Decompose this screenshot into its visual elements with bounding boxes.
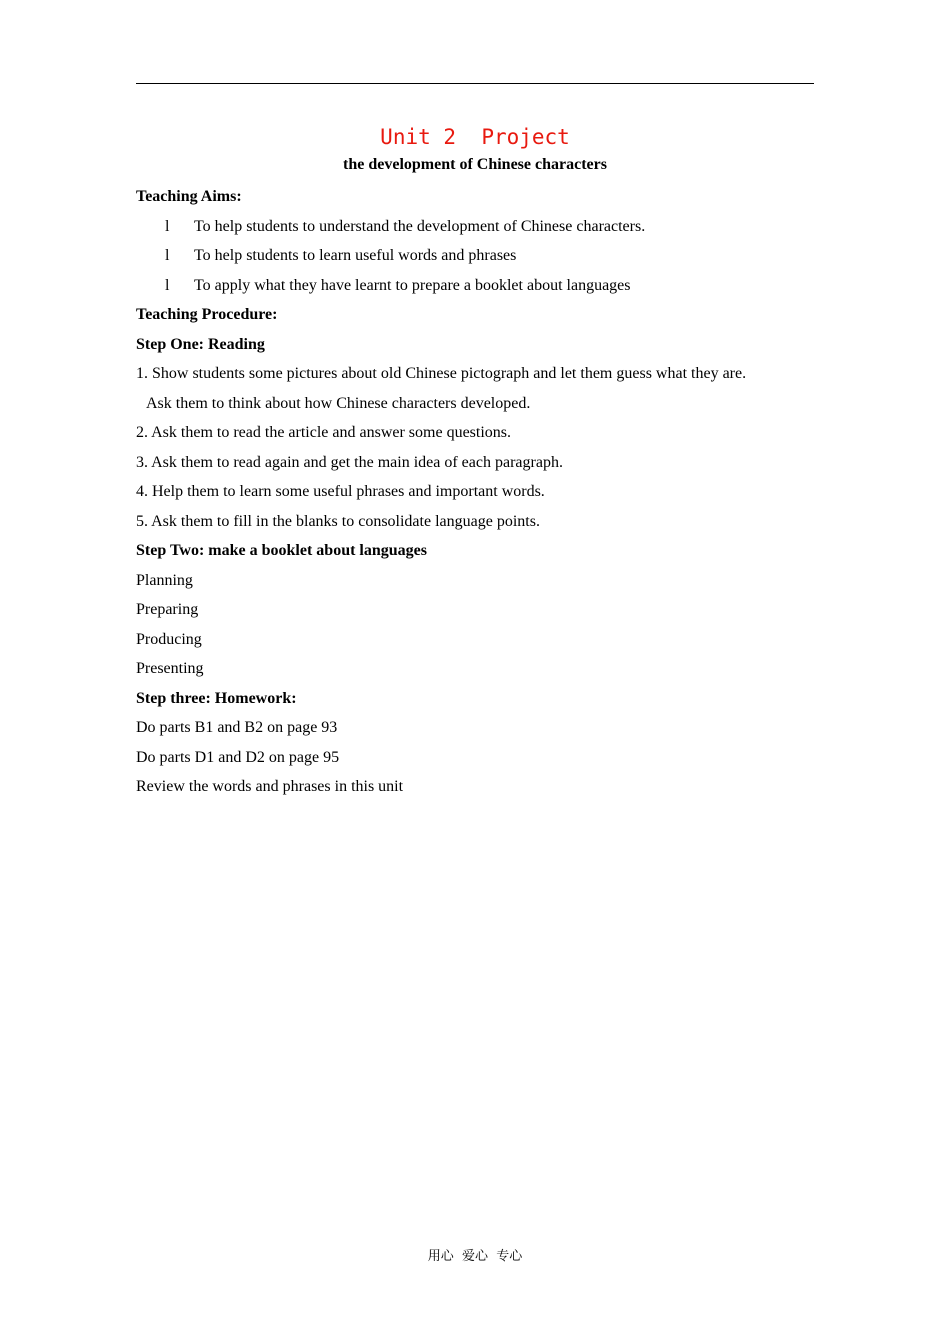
step-one-item: 1. Show students some pictures about old Chinese pictograph and let them guess what they are.	[136, 365, 747, 382]
aim-item	[136, 212, 814, 242]
document-title: Unit 2 Project	[380, 125, 570, 149]
step-two-item: Presenting	[136, 660, 204, 677]
teaching-aims-heading: Teaching Aims:	[136, 188, 242, 205]
aim-item	[136, 271, 814, 301]
step-two-item: Producing	[136, 630, 202, 648]
document-body	[136, 120, 814, 802]
step-two-heading: Step Two: make a booklet about languages	[136, 542, 427, 559]
bullet-marker: l	[165, 247, 170, 264]
bullet-marker: l	[165, 217, 170, 235]
page-footer: 用心 爱心 专心	[427, 1249, 523, 1264]
homework-item: Do parts D1 and D2 on page 95	[136, 748, 340, 766]
step-two-item: Planning	[136, 571, 193, 589]
step-three-heading: Step three: Homework:	[136, 689, 297, 707]
aim-item	[136, 241, 814, 271]
homework-item: Do parts B1 and B2 on page 93	[136, 719, 338, 736]
step-one-item: 2. Ask them to read the article and answer some questions.	[136, 424, 512, 441]
step-one-item-continuation: Ask them to think about how Chinese characters developed.	[146, 394, 531, 412]
header-rule	[136, 83, 814, 84]
aim-text: To apply what they have learnt to prepare a booklet about languages	[194, 276, 631, 294]
step-one-item: 4. Help them to learn some useful phrases and important words.	[136, 483, 545, 500]
document-subtitle: the development of Chinese characters	[343, 156, 607, 173]
step-one-heading: Step One: Reading	[136, 335, 265, 353]
bullet-marker: l	[165, 276, 170, 294]
step-one-item: 3. Ask them to read again and get the main idea of each paragraph.	[136, 453, 563, 471]
homework-item: Review the words and phrases in this unit	[136, 778, 404, 795]
step-two-item: Preparing	[136, 601, 199, 618]
teaching-procedure-heading: Teaching Procedure:	[136, 306, 278, 323]
aim-text: To help students to learn useful words and phrases	[194, 247, 517, 264]
aim-text: To help students to understand the development of Chinese characters.	[194, 217, 646, 235]
step-one-item: 5. Ask them to fill in the blanks to consolidate language points.	[136, 512, 540, 530]
